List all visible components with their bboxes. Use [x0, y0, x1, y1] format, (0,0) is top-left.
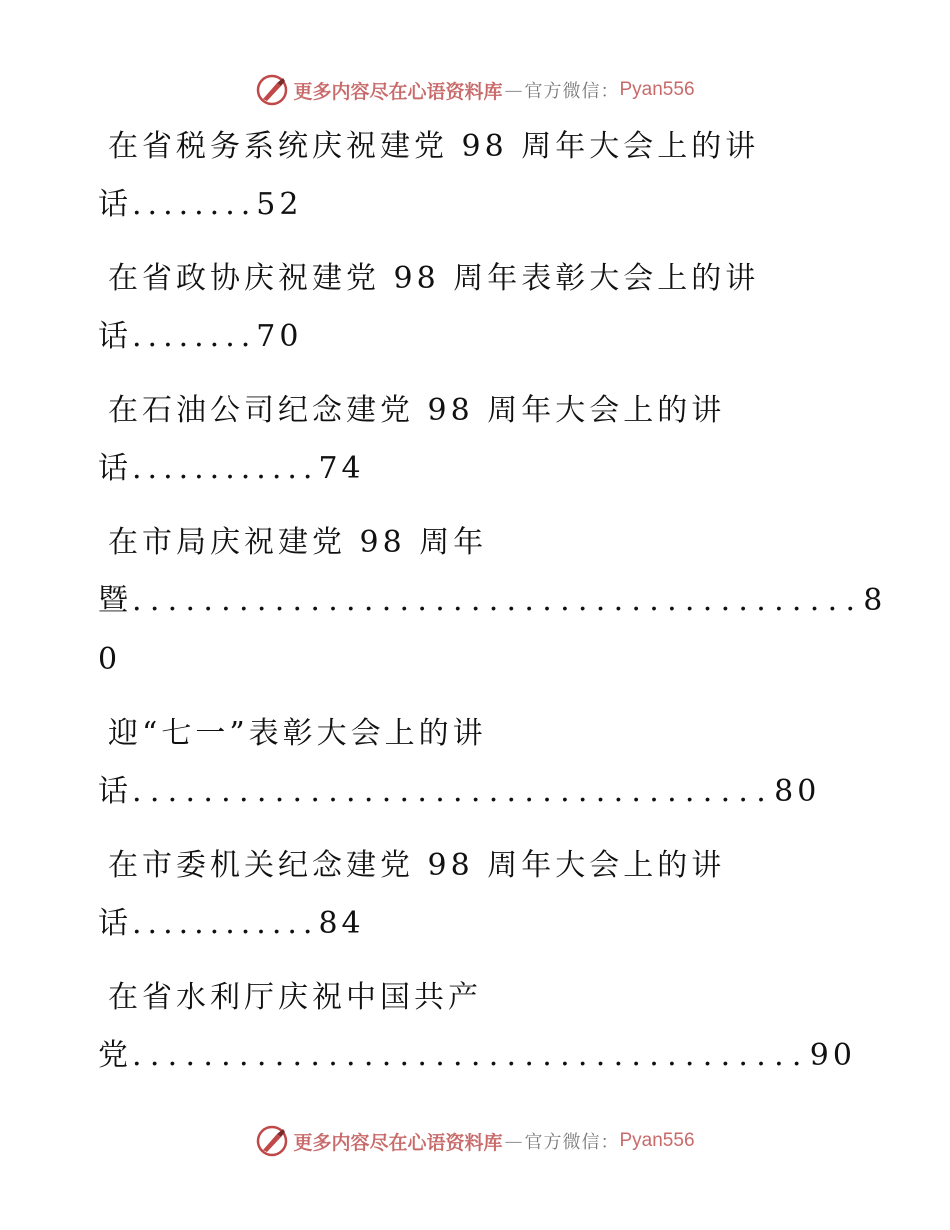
- toc-entry-page-line: [98, 449, 365, 489]
- toc-entry-tail: 话: [98, 187, 132, 222]
- toc-page-number: 84: [318, 906, 365, 941]
- toc-leader-dots: ........: [132, 319, 257, 354]
- toc-entry-title: 在石油公司纪念建党 98 周年大会上的讲: [108, 393, 726, 428]
- banner-wechat-id: Pyan556: [619, 79, 695, 100]
- header-banner: [0, 70, 950, 110]
- toc-entry-title: 在市委机关纪念建党 98 周年大会上的讲: [108, 848, 726, 883]
- toc-entry-page-line: [98, 904, 365, 944]
- toc-leader-dots: ....................................: [132, 774, 775, 809]
- toc-leader-dots: .........................................: [132, 583, 864, 618]
- toc-entry-title: 在省政协庆祝建党 98 周年表彰大会上的讲: [108, 261, 760, 296]
- toc-entry-page-line: [98, 317, 302, 357]
- toc-leader-dots: ......................................: [132, 1038, 810, 1073]
- toc-entry-tail: 暨: [98, 583, 132, 618]
- footer-banner: [0, 1121, 950, 1161]
- toc-entry-page-line: [98, 581, 886, 621]
- toc-entry-title: 迎“七一”表彰大会上的讲: [108, 716, 487, 751]
- banner-separator: —: [504, 79, 523, 101]
- banner-wechat-id: Pyan556: [619, 1130, 695, 1151]
- banner-wechat-label: 官方微信：: [524, 1132, 620, 1153]
- toc-page-number: 8: [863, 583, 887, 618]
- banner-wechat-label: 官方微信：: [524, 81, 620, 102]
- banner-title: 更多内容尽在心语资料库: [293, 1131, 503, 1154]
- toc-leader-dots: ............: [132, 906, 319, 941]
- banner-separator: —: [504, 1130, 523, 1152]
- toc-page-number: 80: [774, 774, 821, 809]
- toc-entry-tail: 党: [98, 1038, 132, 1073]
- toc-leader-dots: ........: [132, 187, 257, 222]
- toc-entry-tail: 话: [98, 319, 132, 354]
- toc-page-number: 90: [809, 1038, 856, 1073]
- banner-title: 更多内容尽在心语资料库: [293, 80, 503, 103]
- toc-page-number: 52: [256, 187, 303, 222]
- toc-entry-tail: 话: [98, 906, 132, 941]
- toc-entry-page-line: [98, 1036, 856, 1076]
- toc-entry-page-line: [98, 185, 302, 225]
- toc-entry-page-line: [98, 772, 820, 812]
- toc-entry-title: 在省水利厅庆祝中国共产: [108, 980, 482, 1015]
- pen-logo-icon: [255, 1124, 289, 1158]
- toc-entry-tail: 话: [98, 451, 132, 486]
- toc-page-number-wrap: 0: [98, 642, 122, 677]
- toc-entry-title: 在市局庆祝建党 98 周年: [108, 525, 488, 560]
- toc-page-number: 74: [318, 451, 365, 486]
- toc-leader-dots: ............: [132, 451, 319, 486]
- pen-logo-icon: [255, 73, 289, 107]
- toc-page-number: 70: [256, 319, 303, 354]
- toc-entry-title: 在省税务系统庆祝建党 98 周年大会上的讲: [108, 129, 760, 164]
- toc-entry-tail: 话: [98, 774, 132, 809]
